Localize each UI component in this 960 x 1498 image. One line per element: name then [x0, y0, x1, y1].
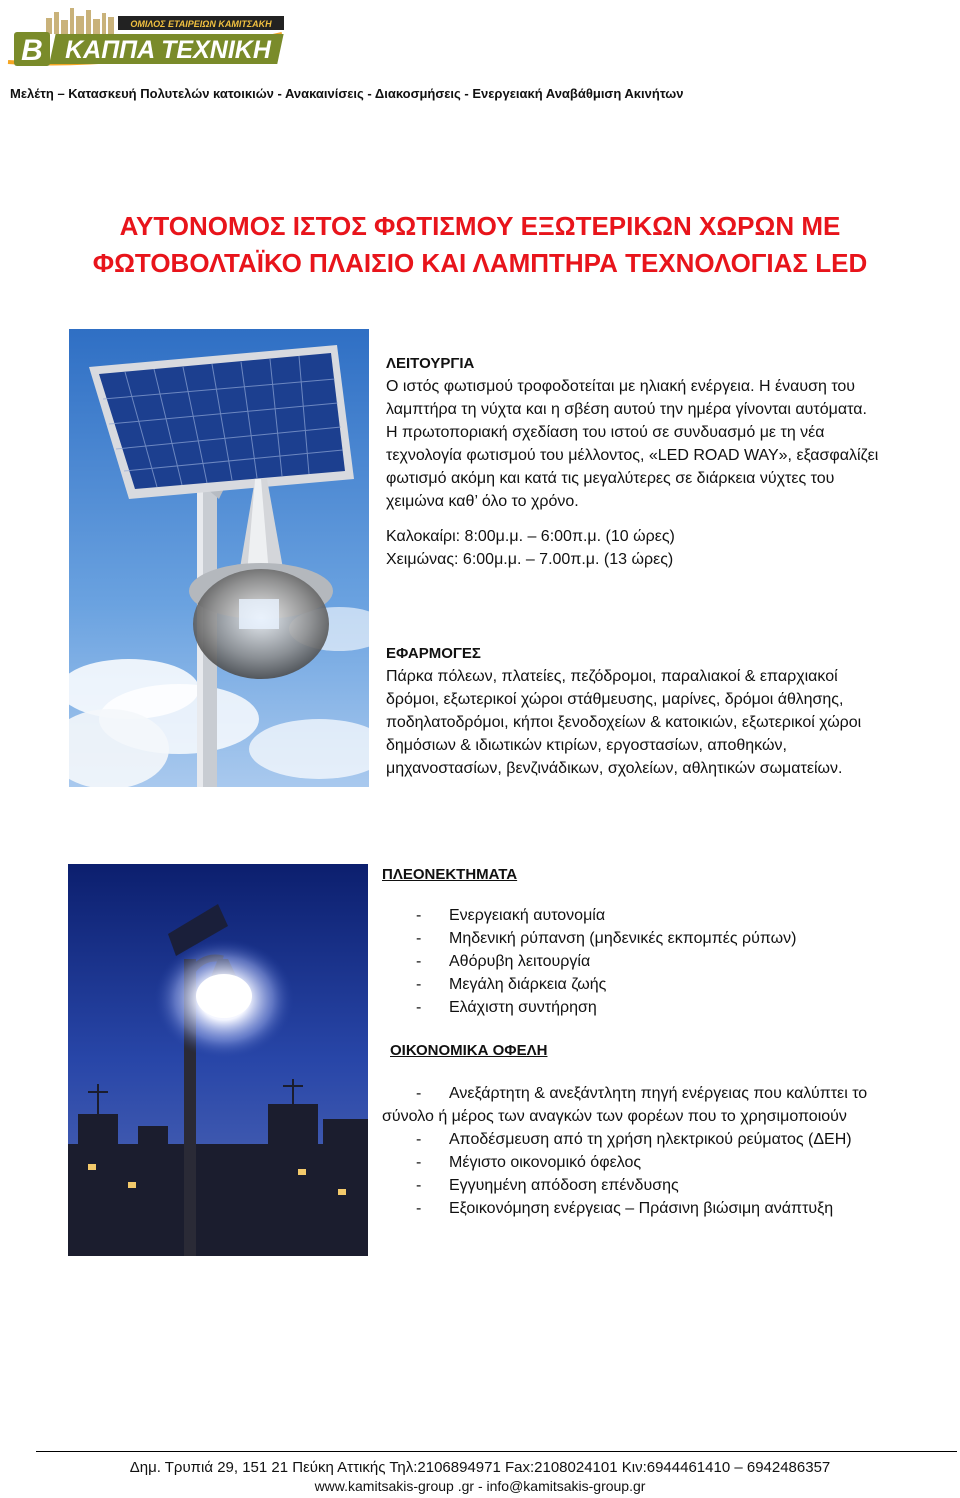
economic-section [382, 1039, 952, 1220]
applications-line: ποδηλατοδρόμοι, κήποι ξενοδοχείων & κατοικιών, εξωτερικοί χώροι [386, 714, 862, 731]
company-logo [6, 4, 286, 76]
solar-lamp-night-photo [68, 864, 368, 1256]
applications-line: μηχανοστασίων, βενζινάδικων, σχολείων, αθλητικών σωματείων. [386, 760, 843, 777]
solar-lamp-day-photo [69, 329, 369, 787]
list-item: - Μηδενική ρύπανση (μηδενικές εκπομπές ρύπων) [416, 930, 797, 947]
list-item: - Ανεξάρτητη & ανεξάντλητη πηγή ενέργειας που καλύπτει το [416, 1085, 868, 1102]
footer-divider [36, 1451, 957, 1452]
company-tagline: Μελέτη – Κατασκευή Πολυτελών κατοικιών - Ανακαινίσεις - Διακοσμήσεις - Ενεργειακή Αναβάθμιση Ακινήτων [10, 86, 684, 101]
advantages-section [382, 863, 952, 1019]
economic-heading: ΟΙΚΟΝΟΜΙΚΑ ΟΦΕΛΗ [390, 1042, 548, 1059]
page-title [0, 208, 960, 282]
operation-line: τεχνολογία φωτισμού του μέλλοντος, «LED ROAD WAY», εξασφαλίζει [386, 447, 879, 464]
operation-section [386, 352, 946, 571]
logo-brand: ΚΑΠΠΑ ΤΕΧΝΙΚΗ [65, 36, 271, 64]
footer-web: www.kamitsakis-group .gr - info@kamitsakis-group.gr [314, 1478, 646, 1494]
applications-line: δημόσιων & ιδιωτικών κτιρίων, εργοστασίων, αποθηκών, [386, 737, 787, 754]
operation-line: χειμώνα καθ’ όλο το χρόνο. [386, 493, 579, 510]
title-line-2: ΦΩΤΟΒΟΛΤΑΪΚΟ ΠΛΑΙΣΙΟ ΚΑΙ ΛΑΜΠΤΗΡΑ ΤΕΧΝΟΛΟΓΙΑΣ LED [92, 248, 868, 278]
applications-section [386, 642, 946, 780]
logo-subtitle: ΟΜΙΛΟΣ ΕΤΑΙΡΕΙΩΝ ΚΑΜΙΤΣΑΚΗ [130, 19, 272, 29]
applications-heading: ΕΦΑΡΜΟΓΕΣ [386, 645, 481, 662]
operation-line: Ο ιστός φωτισμού τροφοδοτείται με ηλιακή ενέργεια. Η έναυση του [386, 378, 856, 395]
list-item: - Ενεργειακή αυτονομία [416, 907, 606, 924]
footer [0, 1458, 960, 1496]
applications-line: Πάρκα πόλεων, πλατείες, πεζόδρομοι, παραλιακοί & επαρχιακοί [386, 668, 838, 685]
winter-hours: Χειμώνας: 6:00μ.μ. – 7.00π.μ. (13 ώρες) [386, 551, 674, 568]
list-item: - Μέγιστο οικονομικό όφελος [416, 1154, 642, 1171]
applications-line: δρόμοι, εξωτερικοί χώροι στάθμευσης, μαρίνες, δρόμοι άθλησης, [386, 691, 844, 708]
list-item: - Αποδέσμευση από τη χρήση ηλεκτρικού ρεύματος (ΔΕΗ) [416, 1131, 852, 1148]
list-item: - Ελάχιστη συντήρηση [416, 999, 597, 1016]
operation-line: φωτισμό ακόμη και κατά τις μεγαλύτερες σε διάρκεια νύχτες του [386, 470, 835, 487]
title-line-1: ΑΥΤΟΝΟΜΟΣ ΙΣΤΟΣ ΦΩΤΙΣΜΟΥ ΕΞΩΤΕΡΙΚΩΝ ΧΩΡΩΝ ΜΕ [119, 211, 841, 241]
economic-list [382, 1082, 952, 1105]
economic-continuation: σύνολο ή μέρος των αναγκών των φορέων που το χρησιμοποιούν [382, 1108, 847, 1125]
list-item: - Εγγυημένη απόδοση επένδυσης [416, 1177, 679, 1194]
footer-contact: Δημ. Τρυπιά 29, 151 21 Πεύκη Αττικής Τηλ:2106894971 Fax:2108024101 Κιν:6944461410 – 6942486357 [129, 1459, 831, 1476]
advantages-heading: ΠΛΕΟΝΕΚΤΗΜΑΤΑ [382, 866, 518, 883]
operation-heading: ΛΕΙΤΟΥΡΓΙΑ [386, 355, 475, 372]
list-item: - Μεγάλη διάρκεια ζωής [416, 976, 607, 993]
operation-line: λαμπτήρα τη νύχτα και η σβέση αυτού την ημέρα γίνονται αυτόματα. [386, 401, 867, 418]
list-item: - Αθόρυβη λειτουργία [416, 953, 591, 970]
logo-letter: B [21, 34, 43, 67]
summer-hours: Καλοκαίρι: 8:00μ.μ. – 6:00π.μ. (10 ώρες) [386, 528, 675, 545]
skyline-graphic [46, 8, 114, 34]
operation-line: Η πρωτοποριακή σχεδίαση του ιστού σε συνδυασμό με τη νέα [386, 424, 825, 441]
advantages-list [382, 904, 952, 1019]
list-item: - Εξοικονόμηση ενέργειας – Πράσινη βιώσιμη ανάπτυξη [416, 1200, 834, 1217]
